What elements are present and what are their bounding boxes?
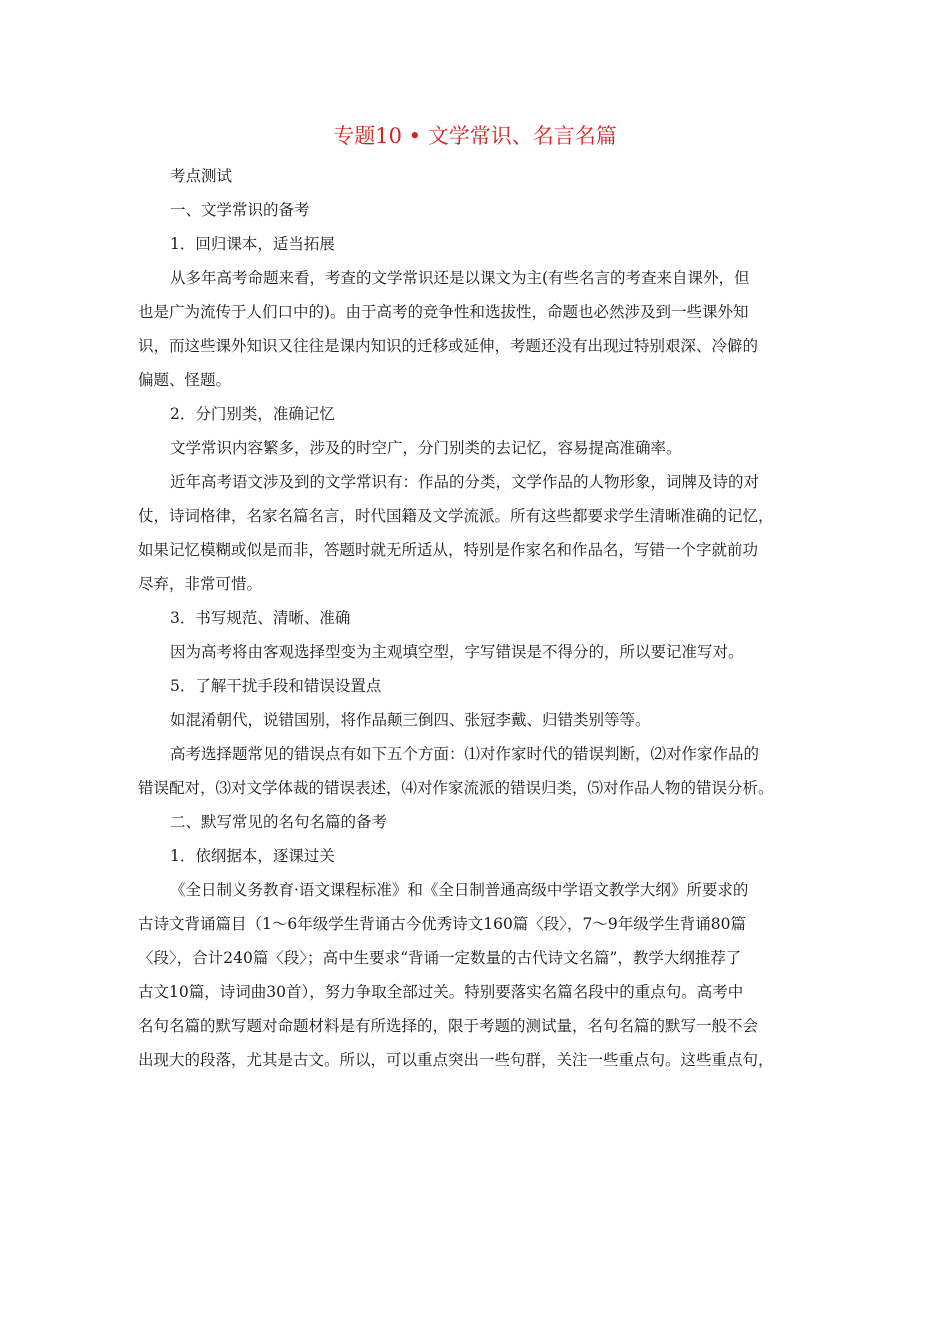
section-heading: 2．分门别类，准确记忆 [170, 405, 335, 423]
paragraph-line: 尽弃，非常可惜。 [138, 575, 263, 593]
section-heading: 1．依纲据本，逐课过关 [170, 847, 335, 865]
body-paragraph [138, 262, 818, 398]
body-paragraph [138, 636, 818, 670]
paragraph-line: 近年高考语文涉及到的文学常识有：作品的分类，文学作品的人物形象，词牌及诗的对 [170, 473, 760, 491]
paragraph-line: 文学常识内容繁多，涉及的时空广，分门别类的去记忆，容易提高准确率。 [170, 439, 682, 457]
paragraph-line: 高考选择题常见的错误点有如下五个方面：⑴对作家时代的错误判断，⑵对作家作品的 [170, 745, 760, 763]
paragraph-line: 偏题、怪题。 [138, 371, 232, 389]
paragraph-line: 仗，诗词格律，名家名篇名言，时代国籍及文学流派。所有这些都要求学生清晰准确的记忆， [138, 507, 774, 525]
section-heading: 5．了解干扰手段和错误设置点 [170, 677, 382, 695]
body-paragraph [138, 466, 818, 602]
body-paragraph [138, 704, 818, 738]
body-paragraph [138, 874, 818, 1078]
body-paragraph [138, 432, 818, 466]
section-heading: 二、默写常见的名句名篇的备考 [170, 813, 388, 831]
paragraph-line: 错误配对，⑶对文学体裁的错误表述，⑷对作家流派的错误归类，⑸对作品人物的错误分析。 [138, 779, 774, 797]
paragraph-line: 古诗文背诵篇目（1～6年级学生背诵古今优秀诗文160篇〈段〉，7～9年级学生背诵80篇 [138, 915, 747, 933]
paragraph-line: 从多年高考命题来看，考查的文学常识还是以课文为主(有些名言的考查来自课外，但 [170, 269, 750, 287]
body-paragraph [138, 738, 818, 806]
paragraph-line: 如果记忆模糊或似是而非，答题时就无所适从，特别是作家名和作品名，写错一个字就前功 [138, 541, 759, 559]
section-heading: 一、文学常识的备考 [170, 201, 310, 219]
paragraph-line: 名句名篇的默写题对命题材料是有所选择的，限于考题的测试量，名句名篇的默写一般不会 [138, 1017, 759, 1035]
document-body [138, 160, 818, 1078]
section-heading: 考点测试 [170, 167, 233, 185]
paragraph-line: 《全日制义务教育·语文课程标准》和《全日制普通高级中学语文教学大纲》所要求的 [170, 881, 749, 899]
paragraph-line: 也是广为流传于人们口中的)。由于高考的竞争性和选拔性，命题也必然涉及到一些课外知 [138, 303, 749, 321]
document-title: 专题10 • 文学常识、名言名篇 [333, 124, 617, 148]
paragraph-line: 如混淆朝代，说错国别，将作品颠三倒四、张冠李戴、归错类别等等。 [170, 711, 651, 729]
paragraph-line: 因为高考将由客观选择型变为主观填空型，字写错误是不得分的，所以要记准写对。 [170, 643, 744, 661]
paragraph-line: 〈段〉，合计240篇〈段〉；高中生要求“背诵一定数量的古代诗文名篇”，教学大纲推荐了 [138, 949, 742, 967]
section-heading: 1．回归课本，适当拓展 [170, 235, 335, 253]
paragraph-line: 出现大的段落，尤其是古文。所以，可以重点突出一些句群，关注一些重点句。这些重点句， [138, 1051, 774, 1069]
paragraph-line: 识，而这些课外知识又往往是课内知识的迁移或延伸，考题还没有出现过特别艰深、冷僻的 [138, 337, 759, 355]
paragraph-line: 古文10篇，诗词曲30首），努力争取全部过关。特别要落实名篇名段中的重点句。高考中 [138, 983, 744, 1001]
section-heading: 3．书写规范、清晰、准确 [170, 609, 351, 627]
